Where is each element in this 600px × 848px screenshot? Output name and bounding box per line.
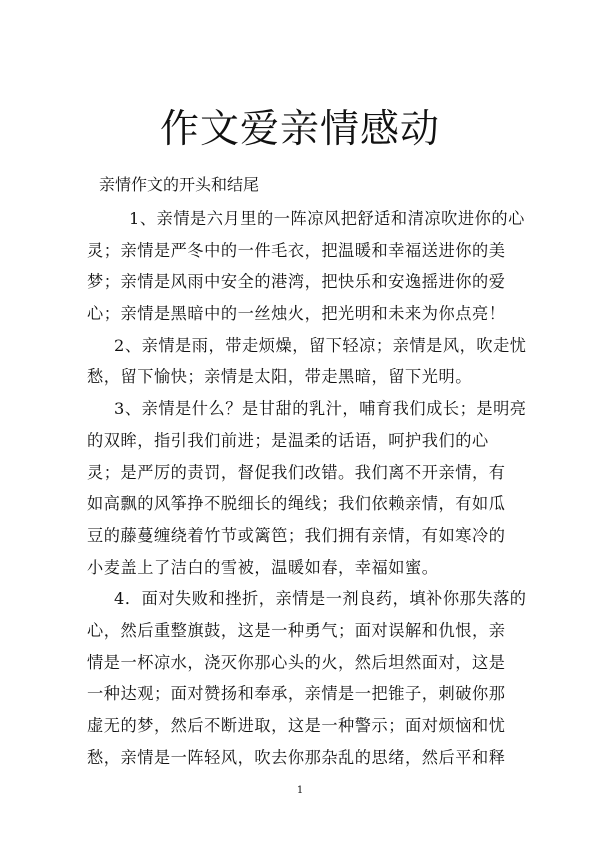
text-line: 虚无的梦，然后不断进取，这是一种警示；面对烦恼和忧 bbox=[87, 716, 506, 735]
text-line: 梦；亲情是风雨中安全的港湾，把快乐和安逸摇进你的爱 bbox=[87, 272, 506, 292]
text-line: 心，然后重整旗鼓，这是一种勇气；面对误解和仇恨，亲 bbox=[87, 620, 506, 640]
document-subtitle: 亲情作文的开头和结尾 bbox=[99, 175, 260, 194]
document-body bbox=[87, 203, 527, 773]
page-number: 1 bbox=[296, 785, 304, 796]
text-line: 情是一杯凉水，浇灭你那心头的火，然后坦然面对，这是 bbox=[87, 652, 506, 672]
text-line: 如高飘的风筝挣不脱细长的绳线；我们依赖亲情，有如瓜 bbox=[87, 494, 506, 514]
text-line: 豆的藤蔓缠绕着竹节或篱笆；我们拥有亲情，有如寒冷的 bbox=[87, 525, 506, 545]
text-line: 心；亲情是黑暗中的一丝烛火，把光明和未来为你点亮！ bbox=[87, 304, 506, 324]
text-line: 灵；亲情是严冬中的一件毛衣，把温暖和幸福送进你的美 bbox=[87, 240, 506, 260]
text-line: 2、亲情是雨，带走烦燥，留下轻凉；亲情是风，吹走忧 bbox=[114, 335, 527, 355]
text-line: 小麦盖上了洁白的雪被，温暖如春，幸福如蜜。 bbox=[87, 557, 439, 577]
text-line: 愁，留下愉快；亲情是太阳，带走黑暗，留下光明。 bbox=[87, 367, 472, 387]
text-line: 灵；是严厉的责罚，督促我们改错。我们离不开亲情，有 bbox=[87, 462, 506, 482]
document-title: 作文爱亲情感动 bbox=[159, 107, 440, 152]
text-line: 愁，亲情是一阵轻风，吹去你那杂乱的思绪，然后平和释 bbox=[87, 747, 506, 767]
text-line: 4．面对失败和挫折，亲情是一剂良药，填补你那失落的 bbox=[114, 589, 527, 609]
text-line: 的双眸，指引我们前进；是温柔的话语，呵护我们的心 bbox=[87, 430, 489, 450]
text-line: 3、亲情是什么？是甘甜的乳汁，哺育我们成长；是明亮 bbox=[114, 399, 527, 419]
text-line: 一种达观；面对赞扬和奉承，亲情是一把锥子，刺破你那 bbox=[87, 684, 506, 704]
text-line: 1、亲情是六月里的一阵凉风把舒适和清凉吹进你的心 bbox=[129, 209, 525, 228]
